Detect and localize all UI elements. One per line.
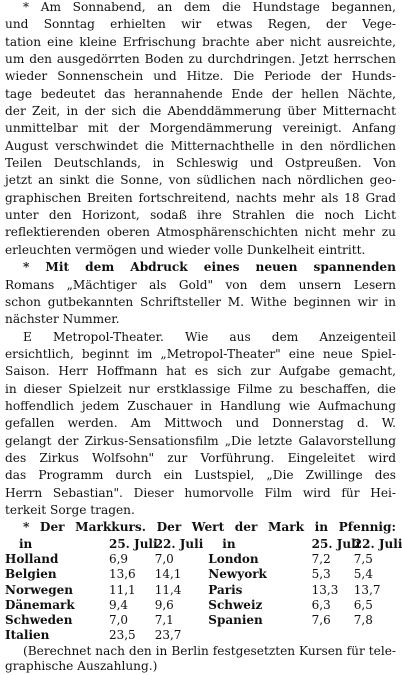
rate-value: 7,1 (154, 613, 174, 628)
article-line: reflektierenden oberen Atmosphärenschichten nicht mehr zu (5, 225, 396, 240)
rate-value: 9,6 (154, 597, 174, 612)
article-line: und Sonntag erhielten wir etwas Regen, der Vege- (5, 17, 396, 32)
article-headline: * Der Markkurs. Der Wert der Mark in Pfennig: (23, 520, 396, 535)
city-name (202, 628, 311, 643)
column-header: 25. Juli (108, 536, 158, 551)
table-header-row (5, 537, 396, 552)
city-name: Schweiz (208, 597, 263, 612)
table-row (5, 613, 396, 628)
rate-value: 23,5 (108, 628, 136, 643)
article-line: schon gutbekannten Schriftsteller M. Withe beginnen wir in (5, 294, 396, 309)
article-headline: E Metropol-Theater. Wie aus dem Anzeigenteil (23, 329, 396, 344)
rate-value: 13,7 (353, 582, 381, 597)
rate-value (312, 628, 354, 643)
article-metropol-theater (5, 329, 396, 520)
city-name: Newyork (208, 567, 267, 582)
rate-value: 11,1 (108, 582, 136, 597)
city-name: Paris (208, 582, 243, 597)
rate-value: 6,3 (311, 597, 331, 612)
rate-value: 7,2 (311, 551, 331, 566)
footnote-line: (Berechnet nach den in Berlin festgesetzten Kursen für tele- (23, 643, 396, 658)
article-line: Saison. Herr Hoffmann hat es sich zur Aufgabe gemacht, (5, 364, 396, 379)
rate-value: 13,6 (108, 567, 136, 582)
column-header: 25. Juli (311, 536, 361, 551)
article-line: Teilen Deutschlands, in Schleswig und Ostpreußen. Von (5, 156, 396, 171)
country-name: Belgien (5, 567, 57, 582)
rate-value: 6,5 (353, 597, 373, 612)
article-line: das Programm durch ein Lustspiel, „Die Zwillinge des (5, 468, 396, 483)
country-name: Dänemark (5, 597, 75, 612)
article-line: unter den Horizont, sodaß ihre Strahlen die noch Licht (5, 208, 396, 223)
table-row (5, 552, 396, 567)
table-row (5, 598, 396, 613)
article-markkurs (5, 519, 402, 673)
article-line: Herrn Sebastian". Dieser humorvolle Film wird für Hei- (5, 485, 396, 500)
article-line: gelangt der Zirkus-Sensationsfilm „Die letzte Galavorstellung (5, 433, 396, 448)
rate-value: 13,3 (311, 582, 339, 597)
article-line: wieder Sonnenschein und Hitze. Die Periode der Hunds- (5, 69, 396, 84)
rate-value: 14,1 (154, 567, 182, 582)
article-line: der Zeit, in der sich die Abenddämmerung über Mitternacht (5, 104, 396, 119)
exchange-rate-table (5, 536, 402, 644)
article-roman (5, 259, 396, 328)
rate-value: 7,0 (108, 613, 129, 628)
article-hundstage (5, 0, 396, 259)
country-name: Norwegen (5, 582, 74, 597)
article-line: erleuchten vermögen und wieder volle Dunkelheit eintritt. (5, 242, 366, 257)
article-line: um den ausgedörrten Boden zu durchdringen. Jetzt herrschen (5, 52, 396, 67)
article-line: des Zirkus Wolfsohn" zur Vorführung. Eingeleitet wird (5, 450, 396, 465)
rate-value (354, 628, 396, 643)
city-name: London (208, 551, 259, 566)
column-header: 22. Juli (353, 536, 402, 551)
article-line: gefallen werden. Am Mittwoch und Donnerstag d. W. (5, 416, 396, 431)
article-line: * Am Sonnabend, an dem die Hundstage begannen, (23, 0, 396, 14)
article-line: graphischen Breiten fortschreitend, nachts mehr als 18 Grad (5, 190, 396, 205)
article-line: terkeit Sorge tragen. (5, 502, 135, 517)
article-line: Romans „Mächtiger als Gold" von dem unsern Lesern (5, 277, 396, 292)
table-row (5, 567, 396, 582)
article-line: tage bedeutet das herannahende Ende der hellen Nächte, (5, 86, 396, 101)
rate-value: 6,9 (108, 551, 129, 566)
article-line: in dieser Spielzeit nur erstklassige Filme zu beschaffen, die (5, 381, 396, 396)
article-line: hoffendlich jedem Zuschauer in Handlung wie Aufmachung (5, 398, 396, 413)
table-row (5, 583, 396, 598)
column-header: in (19, 536, 33, 551)
rate-value: 7,5 (353, 551, 373, 566)
rate-value: 7,8 (353, 613, 373, 628)
rate-value: 9,4 (108, 597, 129, 612)
rate-value: 5,4 (353, 567, 373, 582)
rate-value: 23,7 (154, 628, 182, 643)
article-line: ersichtlich, beginnt im „Metropol-Theater" eine neue Spiel- (5, 346, 396, 361)
rate-value: 11,4 (154, 582, 182, 597)
country-name: Holland (5, 551, 59, 566)
column-header: 22. Juli (154, 536, 204, 551)
country-name: Schweden (5, 613, 73, 628)
country-name: Italien (5, 628, 50, 643)
article-headline: * Mit dem Abdruck eines neuen spannenden (23, 260, 396, 275)
article-line: August verschwindet die Mitternachthelle in den nördlichen (5, 138, 396, 153)
article-line: jetzt an sinkt die Sonne, von südlichen nach nördlichen geo- (5, 173, 396, 188)
city-name: Spanien (208, 613, 263, 628)
footnote-line: graphische Auszahlung.) (5, 658, 158, 673)
rate-value: 7,6 (311, 613, 331, 628)
rate-value: 5,3 (311, 567, 331, 582)
rate-value: 7,0 (154, 551, 174, 566)
article-line: nächster Nummer. (5, 312, 120, 327)
article-line: tation eine kleine Erfrischung brachte aber nicht ausreichte, (5, 34, 396, 49)
table-row (5, 628, 396, 643)
article-line: unmittelbar mit der Morgendämmerung vereinigt. Anfang (5, 121, 396, 136)
column-header: in (222, 536, 236, 551)
